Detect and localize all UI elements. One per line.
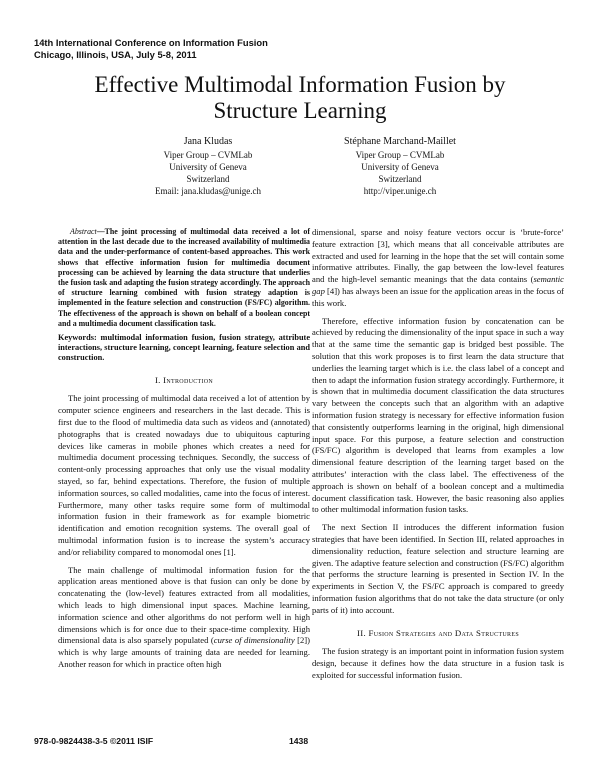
intro-paragraph-2 xyxy=(58,565,310,671)
right-column xyxy=(312,227,564,688)
author-email: Email: jana.kludas@unige.ch xyxy=(154,186,261,196)
author-country: Switzerland xyxy=(378,174,422,184)
abstract-text: —The joint processing of multimodal data received a lot of attention in the last decade due to the increased availability of multimedia data and the under-performance of content-based approaches. This work shows that effective information fusion for multimedia document processing can be achieved by learning the data structure that underlies the fusion task and adapting the fusion strategy accordingly. The approach of structure learning combined with fusion strategy adaption is implemented in the feature selection and construction (FS/FC) algorithm. The effectiveness of the approach is shown on behalf of a boolean concept and a multimedia document classification task. xyxy=(58,227,310,328)
author-name: Stéphane Marchand-Maillet xyxy=(344,136,456,147)
keywords: Keywords: multimodal information fusion, fusion strategy, attribute interactions, structure learning, concept learning, feature selection and construction. xyxy=(58,333,310,363)
author-name: Jana Kludas xyxy=(183,136,233,147)
intro-paragraph-3: Therefore, effective information fusion by concatenation can be achieved by reducing the dimensionality of the input space in such a way that at the same time the semantic gap is bridged best possible. The solution that this work proposes is to first learn the data structure that underlies the learning target which is i.e. the class label of a concept and then to adapt the information fusion strategy accordingly. Furthermore, it is shown that in multimedia document classification the data structures vary between the concepts such that an algorithm with an adaptive information fusion strategy is necessary for effective information fusion that consistently outperforms learning in the original, high dimensional input space. For this purpose, a feature selection and construction (FS/FC) algorithm is developed that learns from examples a low dimensional feature description of the learning target based on the attributes’ interaction with the class label. The effectiveness of the approach is shown on behalf of a boolean concept and a multimedia document classification task. However, the basic reasoning also applies to other multimodal information fusion tasks. xyxy=(312,315,564,515)
title-line-1: Effective Multimodal Information Fusion by xyxy=(94,72,506,97)
left-column xyxy=(58,227,310,677)
emphasis-term: curse of dimensionality xyxy=(213,635,295,646)
intro-paragraph-1: The joint processing of multimodal data received a lot of attention by computer science engineers and researchers in the last decade. This is first due to the flood of multimedia data such as videos and (annotated) photographs that is created nowadays due to ubiquitous capturing devices like cameras in mobile phones which creates a need for multimedia document processing techniques. Secondly, the success of content-only processing approaches that only use the visual modality stayed, so far, behind expectations. Therefore, the fusion of multiple information sources, so called modalities, came into the focus of interest. Furthermore, many other tasks require some form of multimodal information fusion in their framework as for example biometric identification and emotion recognition systems. The overall goal of multimodal information fusion is to increase the system’s accuracy and/or reliability compared to monomodal ones [1]. xyxy=(58,393,310,557)
paragraph-text: The main challenge of multimodal information fusion for the application areas mentioned above is that fusion can only be done by concatenating the (low-level) features extracted from all modalities, which leads to high dimensional input spaces. Machine learning, information science and other algorithms do not perform well in high dimensions which is for once due to their space-time complexity. High dimensional data is also sparsely populated ( xyxy=(58,564,310,646)
author-group: Viper Group – CVMLab xyxy=(163,150,253,160)
author-group: Viper Group – CVMLab xyxy=(355,150,445,160)
author-country: Switzerland xyxy=(186,174,230,184)
title-line-2: Structure Learning xyxy=(213,98,387,123)
section-heading-fusion-strategies: II. Fusion Strategies and Data Structures xyxy=(357,627,519,638)
intro-paragraph-4: The next Section II introduces the different information fusion strategies that have been identified. In Section III, related approaches in dimensionality reduction, feature selection and structure learning are given. The adaptive feature selection and construction (FS/FC) algorithm that performs the structure learning is presented in Section IV. In the experiments in Section V, the FS/FC approach is compared to greedy information fusion algorithms that do not take the data structure (or only parts of it) into account. xyxy=(312,522,564,615)
paper-title xyxy=(40,72,560,124)
page-number: 1438 xyxy=(289,736,309,746)
conference-location: Chicago, Illinois, USA, July 5-8, 2011 xyxy=(34,49,197,60)
author-university: University of Geneva xyxy=(169,162,247,172)
section2-paragraph-1: The fusion strategy is an important point in information fusion system design, because it defines how the data structure in a fusion task is exploited for successful information fusion. xyxy=(312,646,564,680)
author-block-1 xyxy=(108,136,308,197)
intro-paragraph-2-cont xyxy=(312,227,564,310)
paragraph-text: [2]) which is why large amounts of training data are needed for learning. Another reason for which in practice often high xyxy=(58,635,311,669)
author-website: http://viper.unige.ch xyxy=(363,186,437,196)
author-block-2 xyxy=(300,136,500,197)
conference-header xyxy=(34,37,268,61)
section-heading-introduction: I. Introduction xyxy=(154,374,214,385)
abstract-label: Abstract xyxy=(70,227,97,236)
author-university: University of Geneva xyxy=(361,162,439,172)
abstract xyxy=(58,227,310,329)
paragraph-text: dimensional, sparse and noisy feature vectors occur is ‘brute-force’ feature extraction [3], which means that all conceivable attributes are extracted and used for learning in the hope that the set will contain some informative attributes. Finally, the gap between the low-level features and the high-level semantic meanings that the data contains ( xyxy=(312,227,564,285)
paragraph-text: [4]) has always been an issue for the application areas in the focus of this work. xyxy=(312,285,564,308)
conference-name: 14th International Conference on Information Fusion xyxy=(34,37,268,48)
emphasis-term: semantic gap xyxy=(312,274,564,296)
footer-isbn: 978-0-9824438-3-5 ©2011 ISIF xyxy=(34,736,154,746)
